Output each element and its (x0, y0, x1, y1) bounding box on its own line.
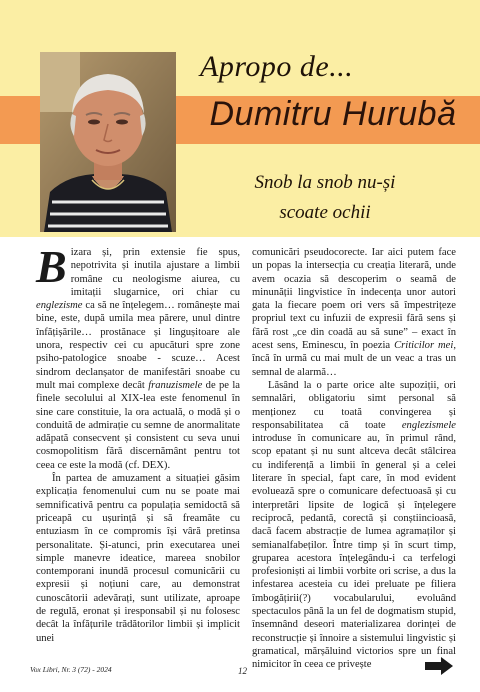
drop-cap: B (36, 241, 67, 292)
paragraph (36, 241, 240, 472)
paragraph-text: de pe la finele secolului al XIX-lea este fenomenul în sine care constituie, la ora actuală, o modă și o conduită de admirație cu semne de anormalitate adăpată consecvent și consistent cu seva unui cosmopolitism fără discernământ pentru tot ceea ce este la modă (cf. DEX). (36, 379, 240, 471)
publication-info: Vox Libri, Nr. 3 (72) - 2024 (30, 665, 112, 674)
paragraph-text: Lăsând la o parte orice alte supoziții, ori semnalări, obligatoriu simt personal să menționez cu toată convingerea și responsabilitatea că toate (252, 379, 456, 431)
paragraph-text: izara și, prin extensie fie spus, nepotrivita și inutila ajustare a limbii române cu neologisme aiurea, cu imitații slugarnice, ori chiar cu (70, 247, 240, 298)
text-column-left (36, 241, 240, 645)
text-column-right (252, 246, 456, 672)
paragraph-text: comunicări pseudocorecte. Iar aici putem face un popas la intersecția cu creația literară, unde avem ocazia să descoperim o seamă de minunății lingvistice în indecența unor autori gata la fiecare poem ori vers să împestrițeze propriul text cu infuzii de expresii fără sens și fără rost „ce din coadă au să sune” – exact în acest sens, Eminescu, în poezia (252, 247, 456, 352)
emphasis: englezismele (401, 419, 456, 431)
paragraph (252, 246, 456, 379)
arrow-right-icon[interactable] (424, 656, 454, 681)
author-name: Dumitru Hurubă (209, 95, 457, 133)
paragraph-text: , încă în urmă cu mai mult de un veac a tras un semnal de alarmă… (252, 340, 456, 378)
paragraph: În partea de amuzament a situației găsim explicația fenomenului cum nu se poate mai semnificativă pentru ca populația semidoctă să priceapă cu ușurință și să freamăte cu entuziasm în ce compromis își vâră pretinsa personalitate. Și-atunci, prin executarea unei simple manevre ideatice, mareea snobilor contemporani inundă procesul comunicării cu expresii și noțiuni care, au demonstrat cunoscătorii adevărați, sunt utilizate, aproape de regulă, eronat și iresponsabil și nu folosesc decât la înfățurile trădătorilor limbii și implicit unei (36, 473, 240, 644)
emphasis: englezisme (36, 300, 83, 312)
emphasis: franuzismele (148, 379, 203, 391)
paragraph-text: introduse în comunicare au, în primul rând, scop epatant și nu sunt altceva decât stâlcirea cu indiferență a limbii în general și a celei literare în special, fapt care, în mod evident evoluează spre o comunicare defectuoasă și cu interpretări lipsite de logică și înțelegere reciprocă, pedantă, corectă și conștiincioasă, dacă facem abstracție de lumea agramaților și semianalfabeților. Între timp și în scurt timp, gruparea acestora înțelegându-i ca terfelogi profesioniști ai limbii vorbite ori scrise, a dus la infestarea acesteia cu idei preluate pe filiera îmbogățirii(?) vocabularului, evoluând spectaculos până la un fel de dogmatism stupid, însemnând deseori materializarea dorinței de reconstrucție și înnoire a sistemului lingvistic și gramatical, mărșăluind victorios spre un final nimicitor în ceea ce privește (252, 433, 456, 671)
author-photo (40, 52, 176, 232)
article-title-line2: scoate ochii (279, 202, 371, 223)
article-title (200, 168, 450, 228)
emphasis: Criticilor mei (394, 340, 454, 352)
paragraph (252, 379, 456, 672)
paragraph-text: ca să ne înțelegem… românește mai bine, este, după umila mea părere, unul dintre înfățișările… prostănace și lingușitoare ale unora, respectiv cei cu apucături spre zone psiho-patologice snoabe - scuze… Acest sindrom declanșator de manifestări snoabe cu mult mai complexe decât (36, 300, 240, 391)
column-topic: Apropo de... (200, 50, 354, 83)
article-title-line1: Snob la snob nu-și (254, 172, 396, 193)
page-number: 12 (238, 666, 247, 676)
